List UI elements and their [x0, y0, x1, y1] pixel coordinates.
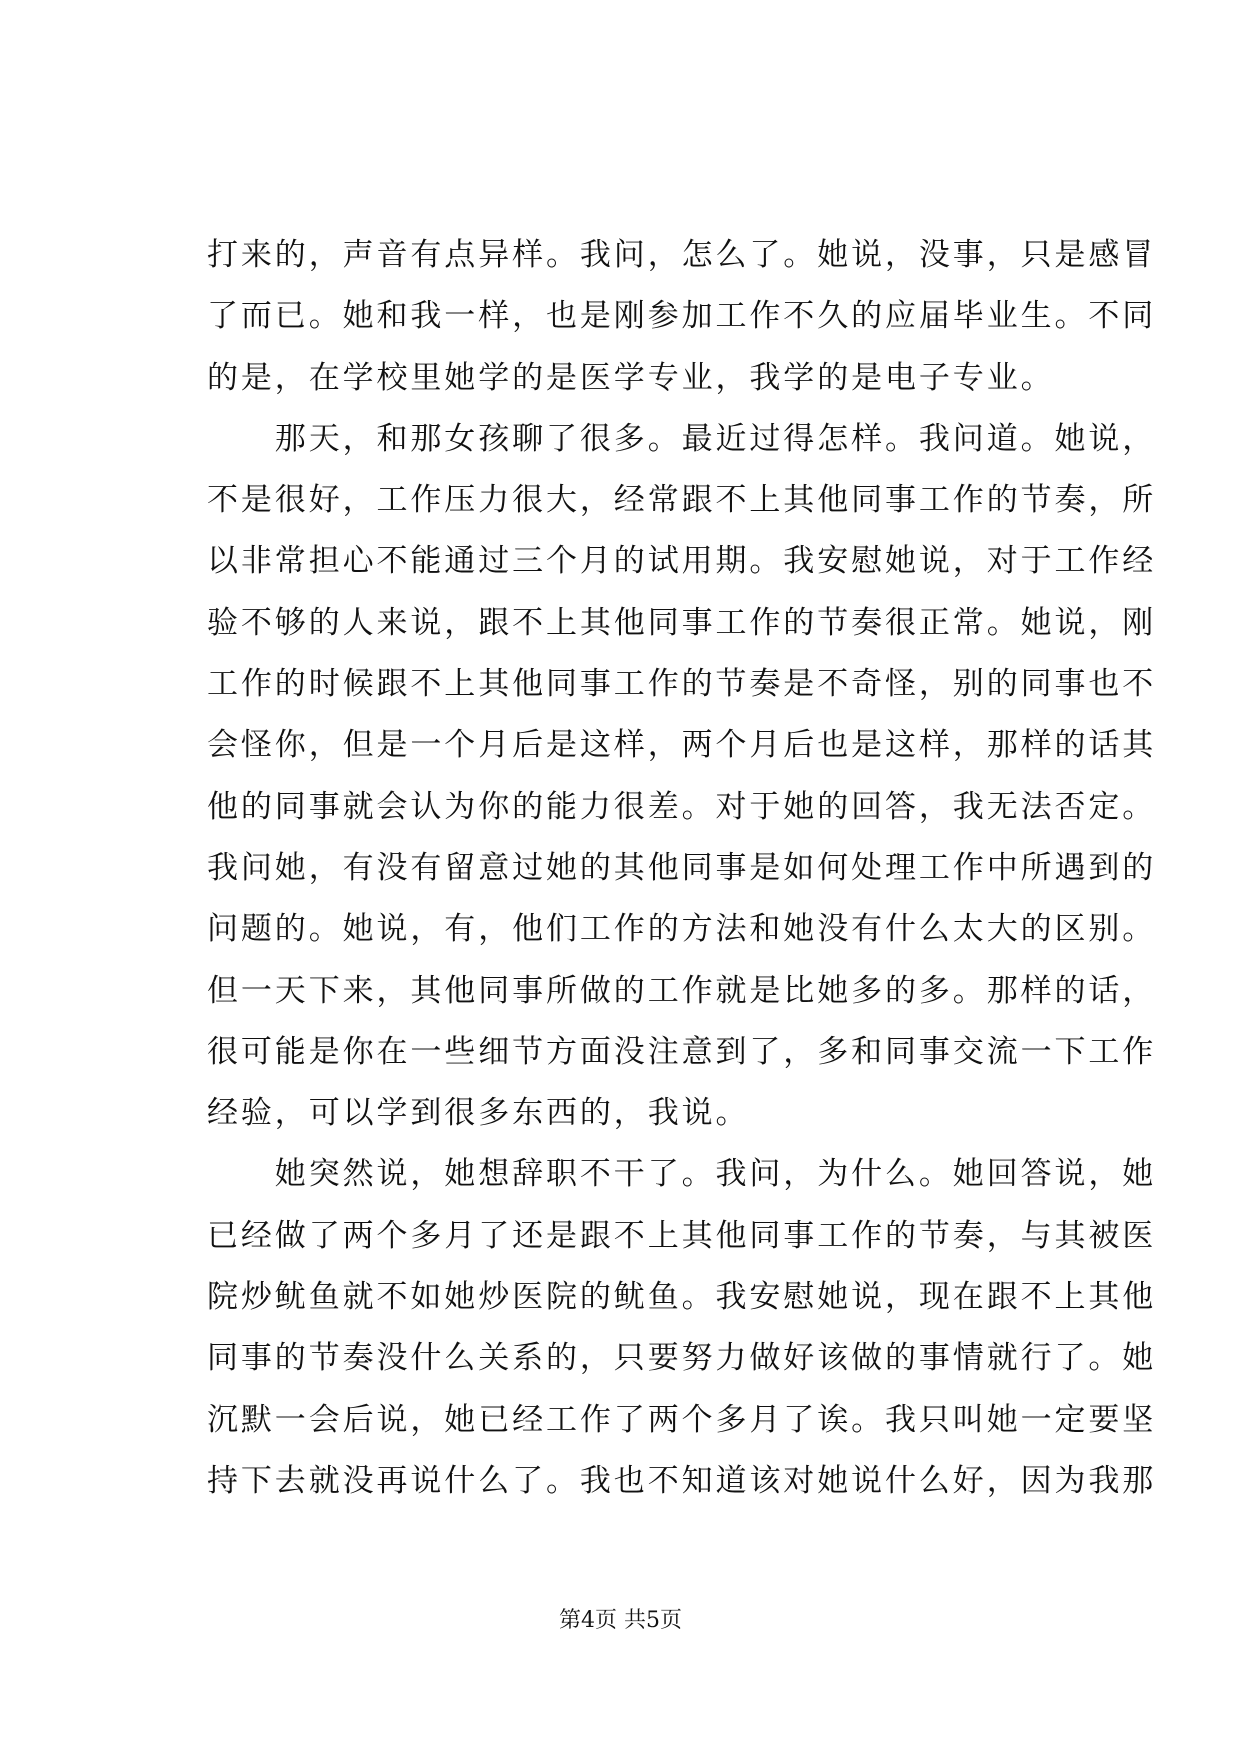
text-line: 以非常担心不能通过三个月的试用期。我安慰她说，对于工作经 [207, 543, 1157, 580]
page-footer: 第4页 共5页 [559, 1608, 682, 1633]
text-line: 的是，在学校里她学的是医学专业，我学的是电子专业。 [207, 359, 1055, 396]
text-line: 已经做了两个多月了还是跟不上其他同事工作的节奏，与其被医 [207, 1217, 1157, 1254]
text-line: 同事的节奏没什么关系的，只要努力做好该做的事情就行了。她 [207, 1340, 1157, 1377]
text-line: 很可能是你在一些细节方面没注意到了，多和同事交流一下工作 [207, 1033, 1157, 1070]
text-line: 沉默一会后说，她已经工作了两个多月了诶。我只叫她一定要坚 [207, 1401, 1157, 1438]
text-line: 但一天下来，其他同事所做的工作就是比她多的多。那样的话， [207, 972, 1157, 1009]
text-line: 他的同事就会认为你的能力很差。对于她的回答，我无法否定。 [207, 788, 1157, 825]
text-line: 我问她，有没有留意过她的其他同事是如何处理工作中所遇到的 [207, 849, 1157, 886]
text-line: 持下去就没再说什么了。我也不知道该对她说什么好，因为我那 [207, 1462, 1157, 1499]
text-line: 经验，可以学到很多东西的，我说。 [207, 1095, 750, 1132]
text-line: 问题的。她说，有，他们工作的方法和她没有什么太大的区别。 [207, 911, 1157, 948]
text-line: 她突然说，她想辞职不干了。我问，为什么。她回答说，她 [207, 1156, 1157, 1193]
text-line: 验不够的人来说，跟不上其他同事工作的节奏很正常。她说，刚 [207, 604, 1157, 641]
body-text [207, 225, 1157, 1512]
text-line: 打来的，声音有点异样。我问，怎么了。她说，没事，只是感冒 [207, 237, 1157, 273]
text-line: 那天，和那女孩聊了很多。最近过得怎样。我问道。她说， [207, 420, 1157, 457]
text-line: 工作的时候跟不上其他同事工作的节奏是不奇怪，别的同事也不 [207, 666, 1157, 703]
text-line: 了而已。她和我一样，也是刚参加工作不久的应届毕业生。不同 [207, 298, 1157, 335]
text-line: 会怪你，但是一个月后是这样，两个月后也是这样，那样的话其 [207, 727, 1157, 764]
text-line: 院炒鱿鱼就不如她炒医院的鱿鱼。我安慰她说，现在跟不上其他 [207, 1279, 1157, 1316]
text-line: 不是很好，工作压力很大，经常跟不上其他同事工作的节奏，所 [207, 482, 1157, 519]
